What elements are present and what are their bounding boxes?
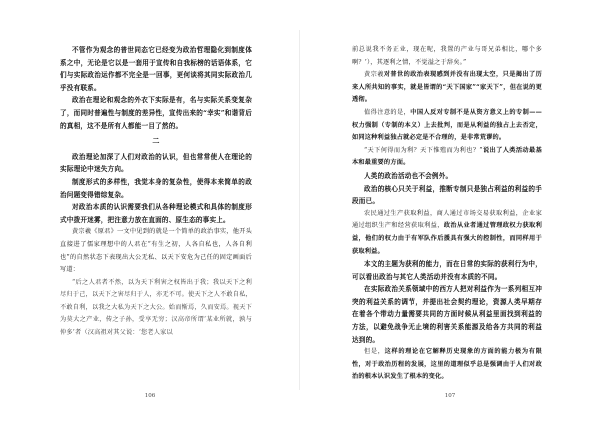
- left-page-text: [60, 44, 252, 340]
- paragraph: 前总说我不务正业，现在呢，我置的产业与哥兄弟相比，哪个多啊？’），其逐利之情，不觉溢之于辞矣。”: [352, 46, 542, 66]
- right-page-text: [352, 44, 542, 384]
- paragraph-lead: “天下何得而为利？天下惟殖而为利也？”: [364, 146, 483, 154]
- paragraph-emphasis: 这样的理论在它解释历史现象的方面的能力极为有限性，对于政治历程的发展，这里的道理似乎总是强调由于人们对政治的根本认识发生了根本的变化。: [352, 348, 542, 381]
- paragraph: 对政治本质的认识需要我们从各种理论模式和具体的制度形式中拨开迷雾，把注意力放在直面的、原生态的事实上。: [60, 203, 252, 224]
- paragraph: [352, 208, 542, 258]
- paragraph: 本文的主题为获利的能力，而在日常的实际的获利行为中，可以看出政治与其它人类活动并没有本质的不同。: [352, 260, 542, 281]
- paragraph-lead: 值得注意的是，: [364, 108, 411, 116]
- paragraph: 黄宗羲《原君》一文中见到的就是一个简单的政治事实，他开头直接进了儒家理想中的人君在“有生之初，人各自私也，人各自利也”的自然状态下表现出大公无私、以天下安危为己任的固定画面后写道：: [60, 228, 252, 274]
- quotation: “后之人君者不然，以为天下利害之权皆出于我；我以天下之利尽归于己，以天下之害尽归于人，亦无不可。使天下之人不敢自私，不敢自利，以我之大私为天下之大公。始而惭焉，久而安焉。视天下为莫大之产业，传之子孙，受享无穷；汉高帝所谓‘某业所就，孰与仲多’者（汉高祖对其父说：‘您老人家以: [60, 278, 252, 337]
- right-page: [300, 0, 600, 421]
- paragraph-emphasis: 中国人反对专制不是从资方意义上的专制——权力强制（专制的本义）上去批判，而是从利益的独占上去否定，如同这种利益独占就必定是不合理的，是非常荒谬的。: [352, 108, 542, 142]
- paragraph: [352, 346, 542, 384]
- paragraph-lead: 但是，: [364, 348, 385, 356]
- paragraph: 政治的核心只关于利益，推断专制只是独占利益的利益的手段而已。: [352, 184, 542, 206]
- paragraph: 不管作为观念的普世同态它已经变为政治哲理隐化到制度体系之中，无论是它以是一套用于宣传和自我标榜的话语体系，它们与实际政治运作都不完全是一回事，更何谈将其同实际政治几乎没有联系。: [60, 46, 252, 92]
- paragraph-lead: 黄宗羲: [364, 71, 384, 79]
- section-heading: 二: [152, 136, 160, 146]
- paragraph: [352, 145, 542, 170]
- paragraph: 在实际政治关系领域中的西方人把对利益作为一系列相互冲突的利益关系的调节，并提出社会契约理论，资源人类早期存在着各个带动力量需要共同的方面时候从利益里面找到利益的方法，以避免战争无止境的利害关系能源及给各方共同的利益达到的。: [352, 285, 542, 344]
- paragraph-lead: 农民通过生产获取利益，商人通过市场交易获取利益，企业家通过组织生产和经营获取利益，: [352, 209, 542, 230]
- page-number: 107: [444, 393, 456, 399]
- paragraph: [352, 107, 542, 145]
- paragraph: 人类的政治活动也不会例外。: [364, 171, 453, 180]
- page-number: 106: [144, 393, 156, 399]
- paragraph-emphasis: 政治从业者通过管理政权力获取利益，他们的权力由于有军队作后援具有强大的控制性，而同样用于获取利益。: [352, 222, 542, 255]
- paragraph: [352, 69, 542, 107]
- paragraph-emphasis: 说出了人类活动最基本和最重要的方面。: [352, 146, 542, 167]
- paragraph: 政治理论加深了人们对政治的认识，但也常常使人在理论的实际理论中迷失方向。: [60, 152, 252, 174]
- paragraph-emphasis: 对普世的政治表现感到并没有出现太空，只是揭出了历来人所共知的事实，就是皆谓的“天下国家”“家天下”，但在说的更透彻。: [352, 71, 542, 104]
- paragraph: 制度形式的多样性，我觉本身的复杂性，使得本来简单的政治问题变得错综复杂。: [60, 177, 252, 199]
- paragraph: 政治在理论和观念的外衣下实际是有，名与实际关系变复杂了，而同时普遍性与制度的差异性，宣传出来的“幸实”和谐背后的真相，这不是所有人都能一目了然的。: [60, 96, 252, 130]
